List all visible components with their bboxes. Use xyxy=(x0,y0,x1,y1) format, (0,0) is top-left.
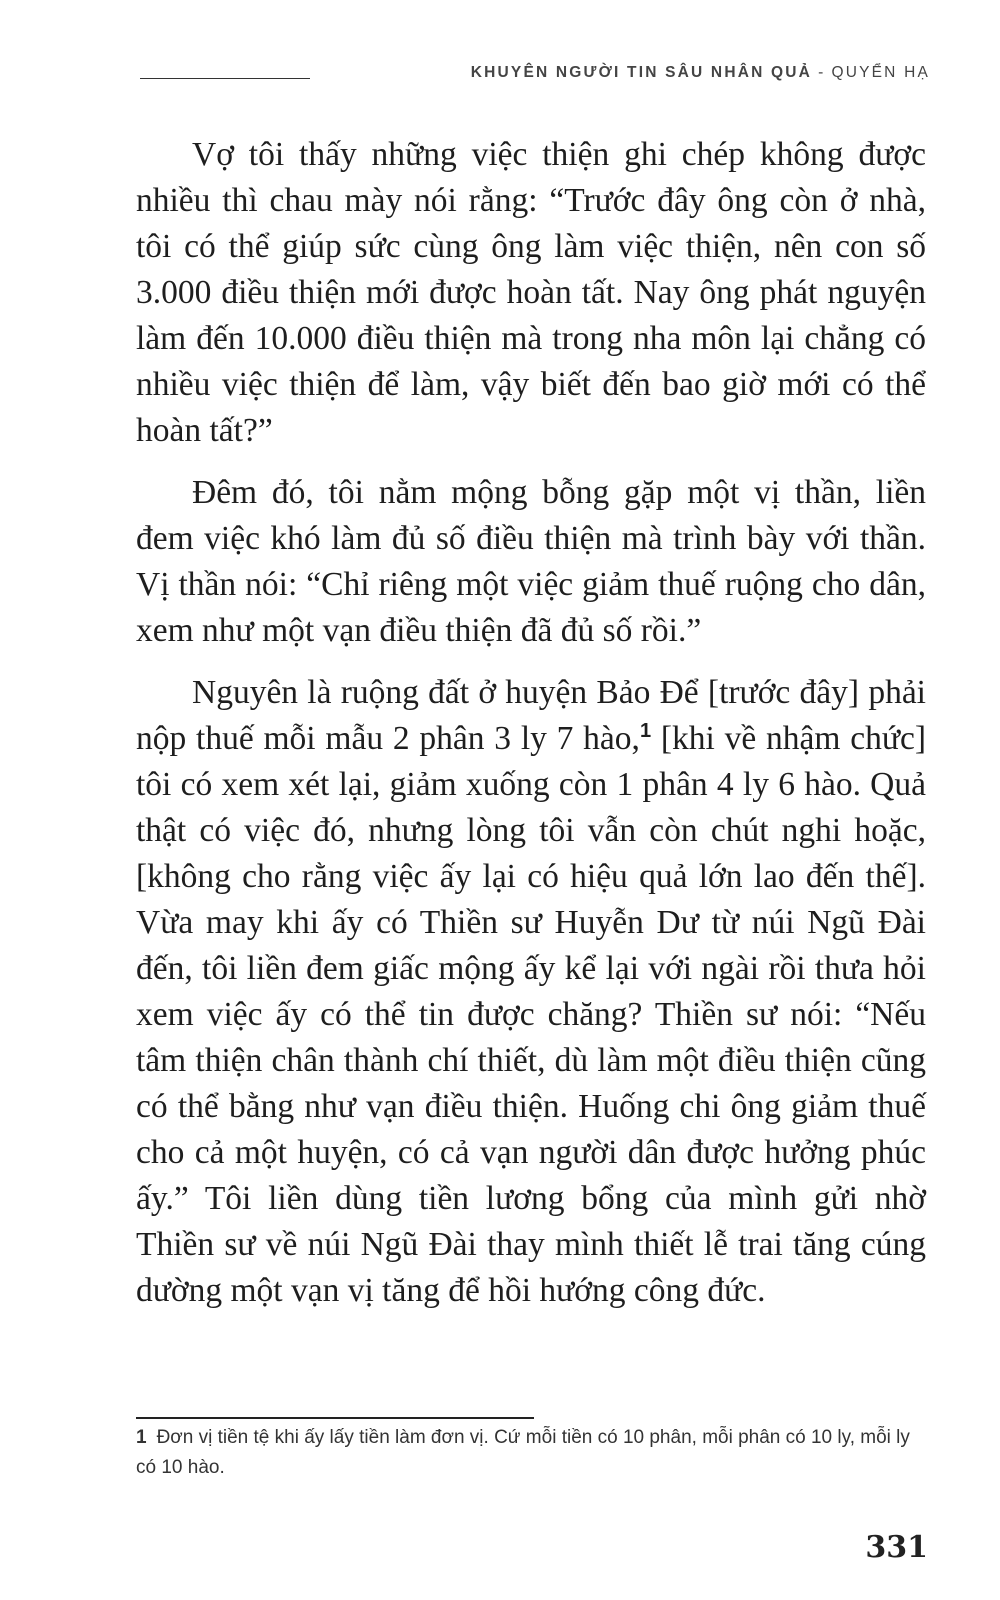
paragraph: Vợ tôi thấy những việc thiện ghi chép không được nhiều thì chau mày nói rằng: “Trước đây ông còn ở nhà, tôi có thể giúp sức cùng ông làm việc thiện, nên con số 3.000 điều thiện mới được hoàn tất. Nay ông phát nguyện làm đến 10.000 điều thiện mà trong nha môn lại chẳng có nhiều việc thiện để làm, vậy biết đến bao giờ mới có thể hoàn tất?” xyxy=(136,136,926,449)
paragraph: Đêm đó, tôi nằm mộng bỗng gặp một vị thần, liền đem việc khó làm đủ số điều thiện mà trình bày với thần. Vị thần nói: “Chỉ riêng một việc giảm thuế ruộng cho dân, xem như một vạn điều thiện đã đủ số rồi.” xyxy=(136,474,926,649)
footnote-text: Đơn vị tiền tệ khi ấy lấy tiền làm đơn vị. Cứ mỗi tiền có 10 phân, mỗi phân có 10 ly, mỗi ly có 10 hào. xyxy=(136,1427,910,1478)
title-separator: - xyxy=(818,64,826,81)
footnote-reference[interactable]: 1 xyxy=(639,719,652,742)
volume-label: QUYỂN HẠ xyxy=(831,64,930,81)
book-title: KHUYÊN NGƯỜI TIN SÂU NHÂN QUẢ xyxy=(470,64,813,81)
paragraph-text: [khi về nhậm chức] tôi có xem xét lại, giảm xuống còn 1 phân 4 ly 6 hào. Quả thật có việc đó, nhưng lòng tôi vẫn còn chút nghi hoặc, [không cho rằng việc ấy lại có hiệu quả lớn lao đến thế]. Vừa may khi ấy có Thiền sư Huyễn Dư từ núi Ngũ Đài đến, tôi liền đem giấc mộng ấy kể lại với ngài rồi thưa hỏi xem việc ấy có thể tin được chăng? Thiền sư nói: “Nếu tâm thiện chân thành chí thiết, dù làm một điều thiện cũng có thể bằng như vạn điều thiện. Huống chi ông giảm thuế cho cả một huyện, có cả vạn người dân được hưởng phúc ấy.” Tôi liền dùng tiền lương bổng của mình gửi nhờ Thiền sư về núi Ngũ Đài thay mình thiết lễ trai tăng cúng dường một vạn vị tăng để hồi hướng công đức. xyxy=(136,720,927,1309)
page-number: 331 xyxy=(865,1530,928,1565)
header-rule xyxy=(140,78,310,79)
body-text xyxy=(136,132,926,1330)
footnote xyxy=(136,1423,926,1483)
footnote-number: 1 xyxy=(136,1427,147,1448)
running-head xyxy=(471,64,930,82)
footnote-rule xyxy=(136,1417,534,1419)
paragraph-text: Nguyên là ruộng đất ở huyện Bảo Để [trước đây] phải nộp thuế mỗi mẫu 2 phân 3 ly 7 hào, xyxy=(136,674,926,757)
paragraph xyxy=(136,670,926,1314)
